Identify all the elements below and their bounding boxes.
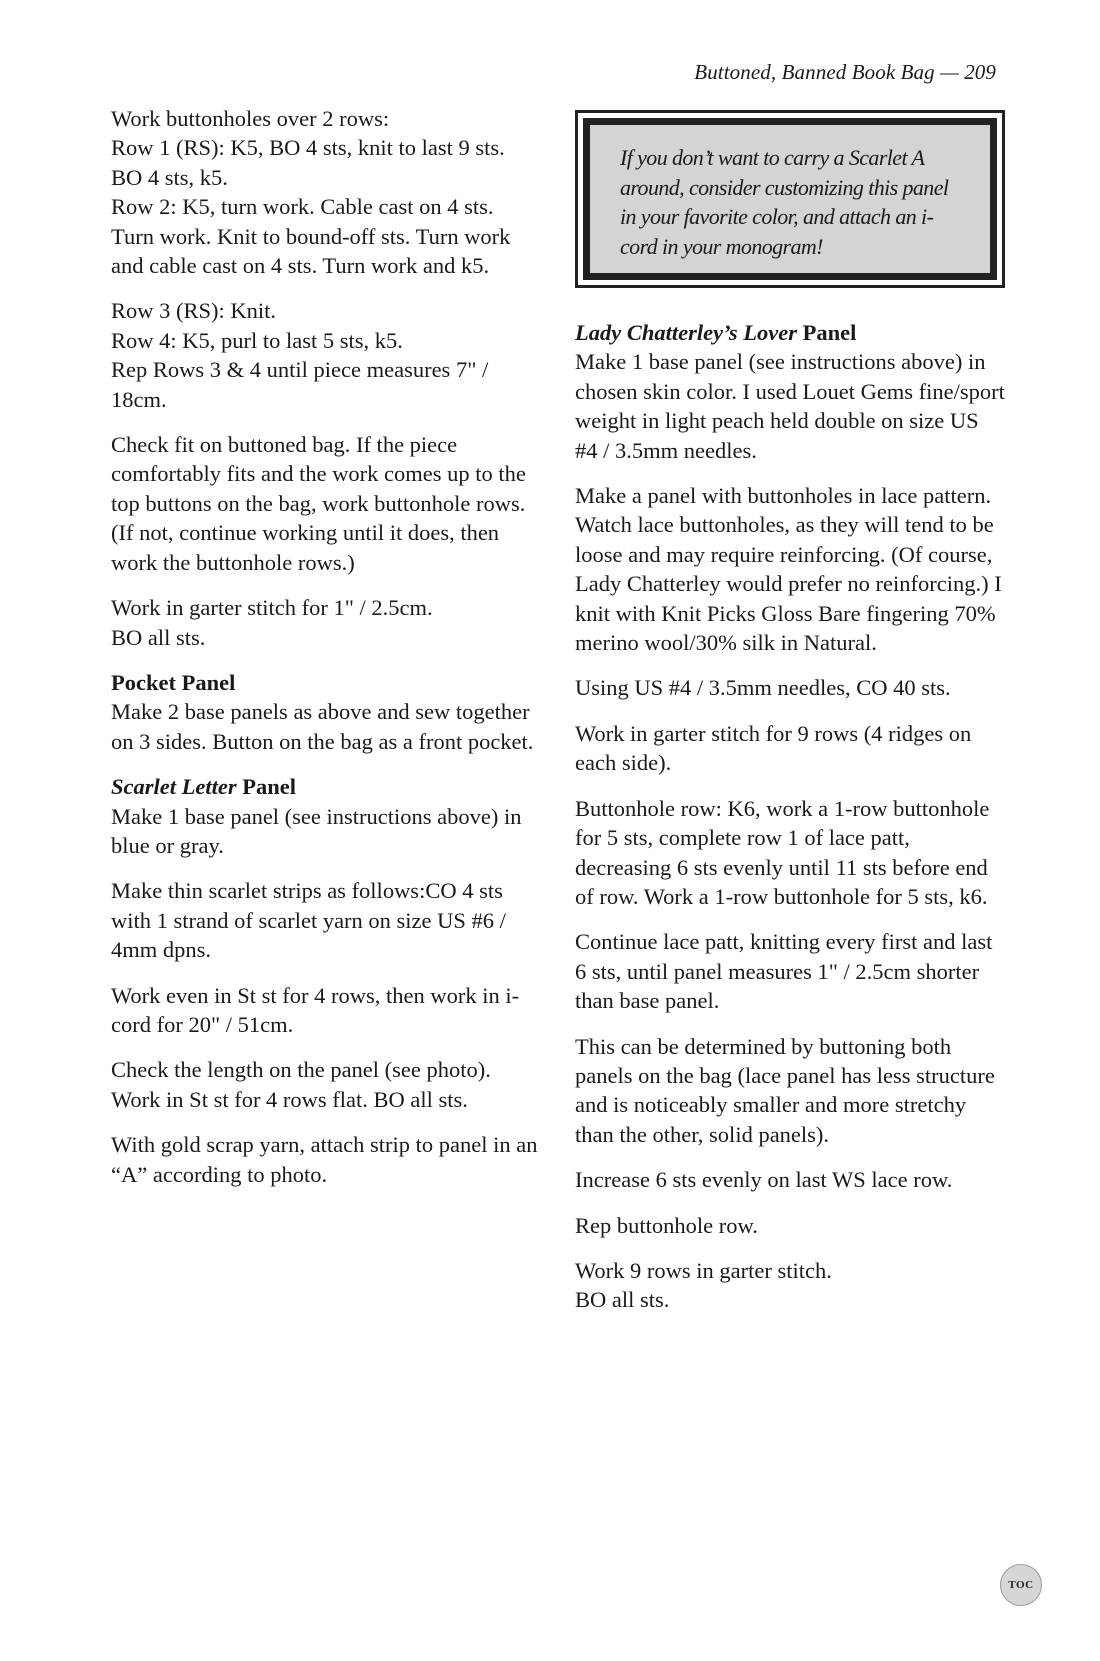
lady-base-panel-paragraph: Make 1 base panel (see instructions above) in chosen skin color. I used Louet Gems fine/sport weight in light peach held double on size US #4 / 3.5mm needles. xyxy=(575,349,1005,463)
left-column xyxy=(111,104,541,1205)
lace-buttonholes-paragraph: Make a panel with buttonholes in lace pattern. Watch lace buttonholes, as they will tend to be loose and may require reinforcing. (Of course, Lady Chatterley would prefer no reinforcing.) I knit with Knit Picks Gloss Bare fingering 70% merino wool/30% silk in Natural. xyxy=(575,483,1002,656)
check-fit-paragraph: Check fit on buttoned bag. If the piece comfortably fits and the work comes up to the top buttons on the bag, work buttonhole rows. (If not, continue working until it does, then work the buttonhole rows.) xyxy=(111,432,526,575)
continue-lace-paragraph: Continue lace patt, knitting every first and last 6 sts, until panel measures 1" / 2.5cm shorter than base panel. xyxy=(575,929,993,1014)
garter-stitch-paragraph: Work in garter stitch for 1" / 2.5cm. BO all sts. xyxy=(111,595,433,650)
buttonhole-rows-paragraph: Work buttonholes over 2 rows: Row 1 (RS): K5, BO 4 sts, knit to last 9 sts. BO 4 sts, k5. Row 2: K5, turn work. Cable cast on 4 sts. Turn work. Knit to bound-off sts. Turn work and cable cast on 4 sts. Turn work and k5. xyxy=(111,106,511,279)
lady-chatterley-heading: Lady Chatterley’s Lover Panel xyxy=(575,320,857,345)
rep-buttonhole-paragraph: Rep buttonhole row. xyxy=(575,1212,758,1238)
gold-yarn-paragraph: With gold scrap yarn, attach strip to panel in an “A” according to photo. xyxy=(111,1132,538,1187)
scarlet-letter-heading: Scarlet Letter Panel xyxy=(111,774,296,800)
buttonhole-row-paragraph: Buttonhole row: K6, work a 1-row buttonhole for 5 sts, complete row 1 of lace patt, decreasing 6 sts evenly until 11 sts before end of row. Work a 1-row buttonhole for 5 sts, k6. xyxy=(575,795,990,909)
toc-button[interactable]: TOC xyxy=(1000,1564,1042,1606)
st-st-icord-paragraph: Work even in St st for 4 rows, then work in i-cord for 20" / 51cm. xyxy=(111,982,520,1037)
check-length-paragraph: Check the length on the panel (see photo). Work in St st for 4 rows flat. BO all sts. xyxy=(111,1057,491,1112)
garter-9-rows-paragraph: Work in garter stitch for 9 rows (4 ridges on each side). xyxy=(575,720,972,776)
right-column xyxy=(575,110,1005,1331)
rows-3-4-paragraph: Row 3 (RS): Knit. Row 4: K5, purl to last 5 sts, k5. Rep Rows 3 & 4 until piece measures 7" / 18cm. xyxy=(111,298,489,412)
scarlet-base-panel-paragraph: Make 1 base panel (see instructions above) in blue or gray. xyxy=(111,803,522,858)
pocket-panel-heading: Pocket Panel xyxy=(111,669,236,695)
callout-box xyxy=(575,110,1005,288)
increase-paragraph: Increase 6 sts evenly on last WS lace row. xyxy=(575,1167,953,1193)
cast-on-paragraph: Using US #4 / 3.5mm needles, CO 40 sts. xyxy=(575,675,951,701)
final-rows-paragraph: Work 9 rows in garter stitch. BO all sts. xyxy=(575,1257,832,1313)
determine-paragraph: This can be determined by buttoning both panels on the bag (lace panel has less structure and is noticeably smaller and more stretchy than the other, solid panels). xyxy=(575,1033,995,1147)
scarlet-strips-paragraph: Make thin scarlet strips as follows:CO 4 sts with 1 strand of scarlet yarn on size US #6 / 4mm dpns. xyxy=(111,878,506,963)
running-head: Buttoned, Banned Book Bag — 209 xyxy=(694,60,996,84)
callout-text: If you don’t want to carry a Scarlet A around, consider customizing this panel in your favorite color, and attach an i-cord in your monogram! xyxy=(583,118,997,280)
pocket-panel-paragraph: Make 2 base panels as above and sew together on 3 sides. Button on the bag as a front pocket. xyxy=(111,699,534,754)
